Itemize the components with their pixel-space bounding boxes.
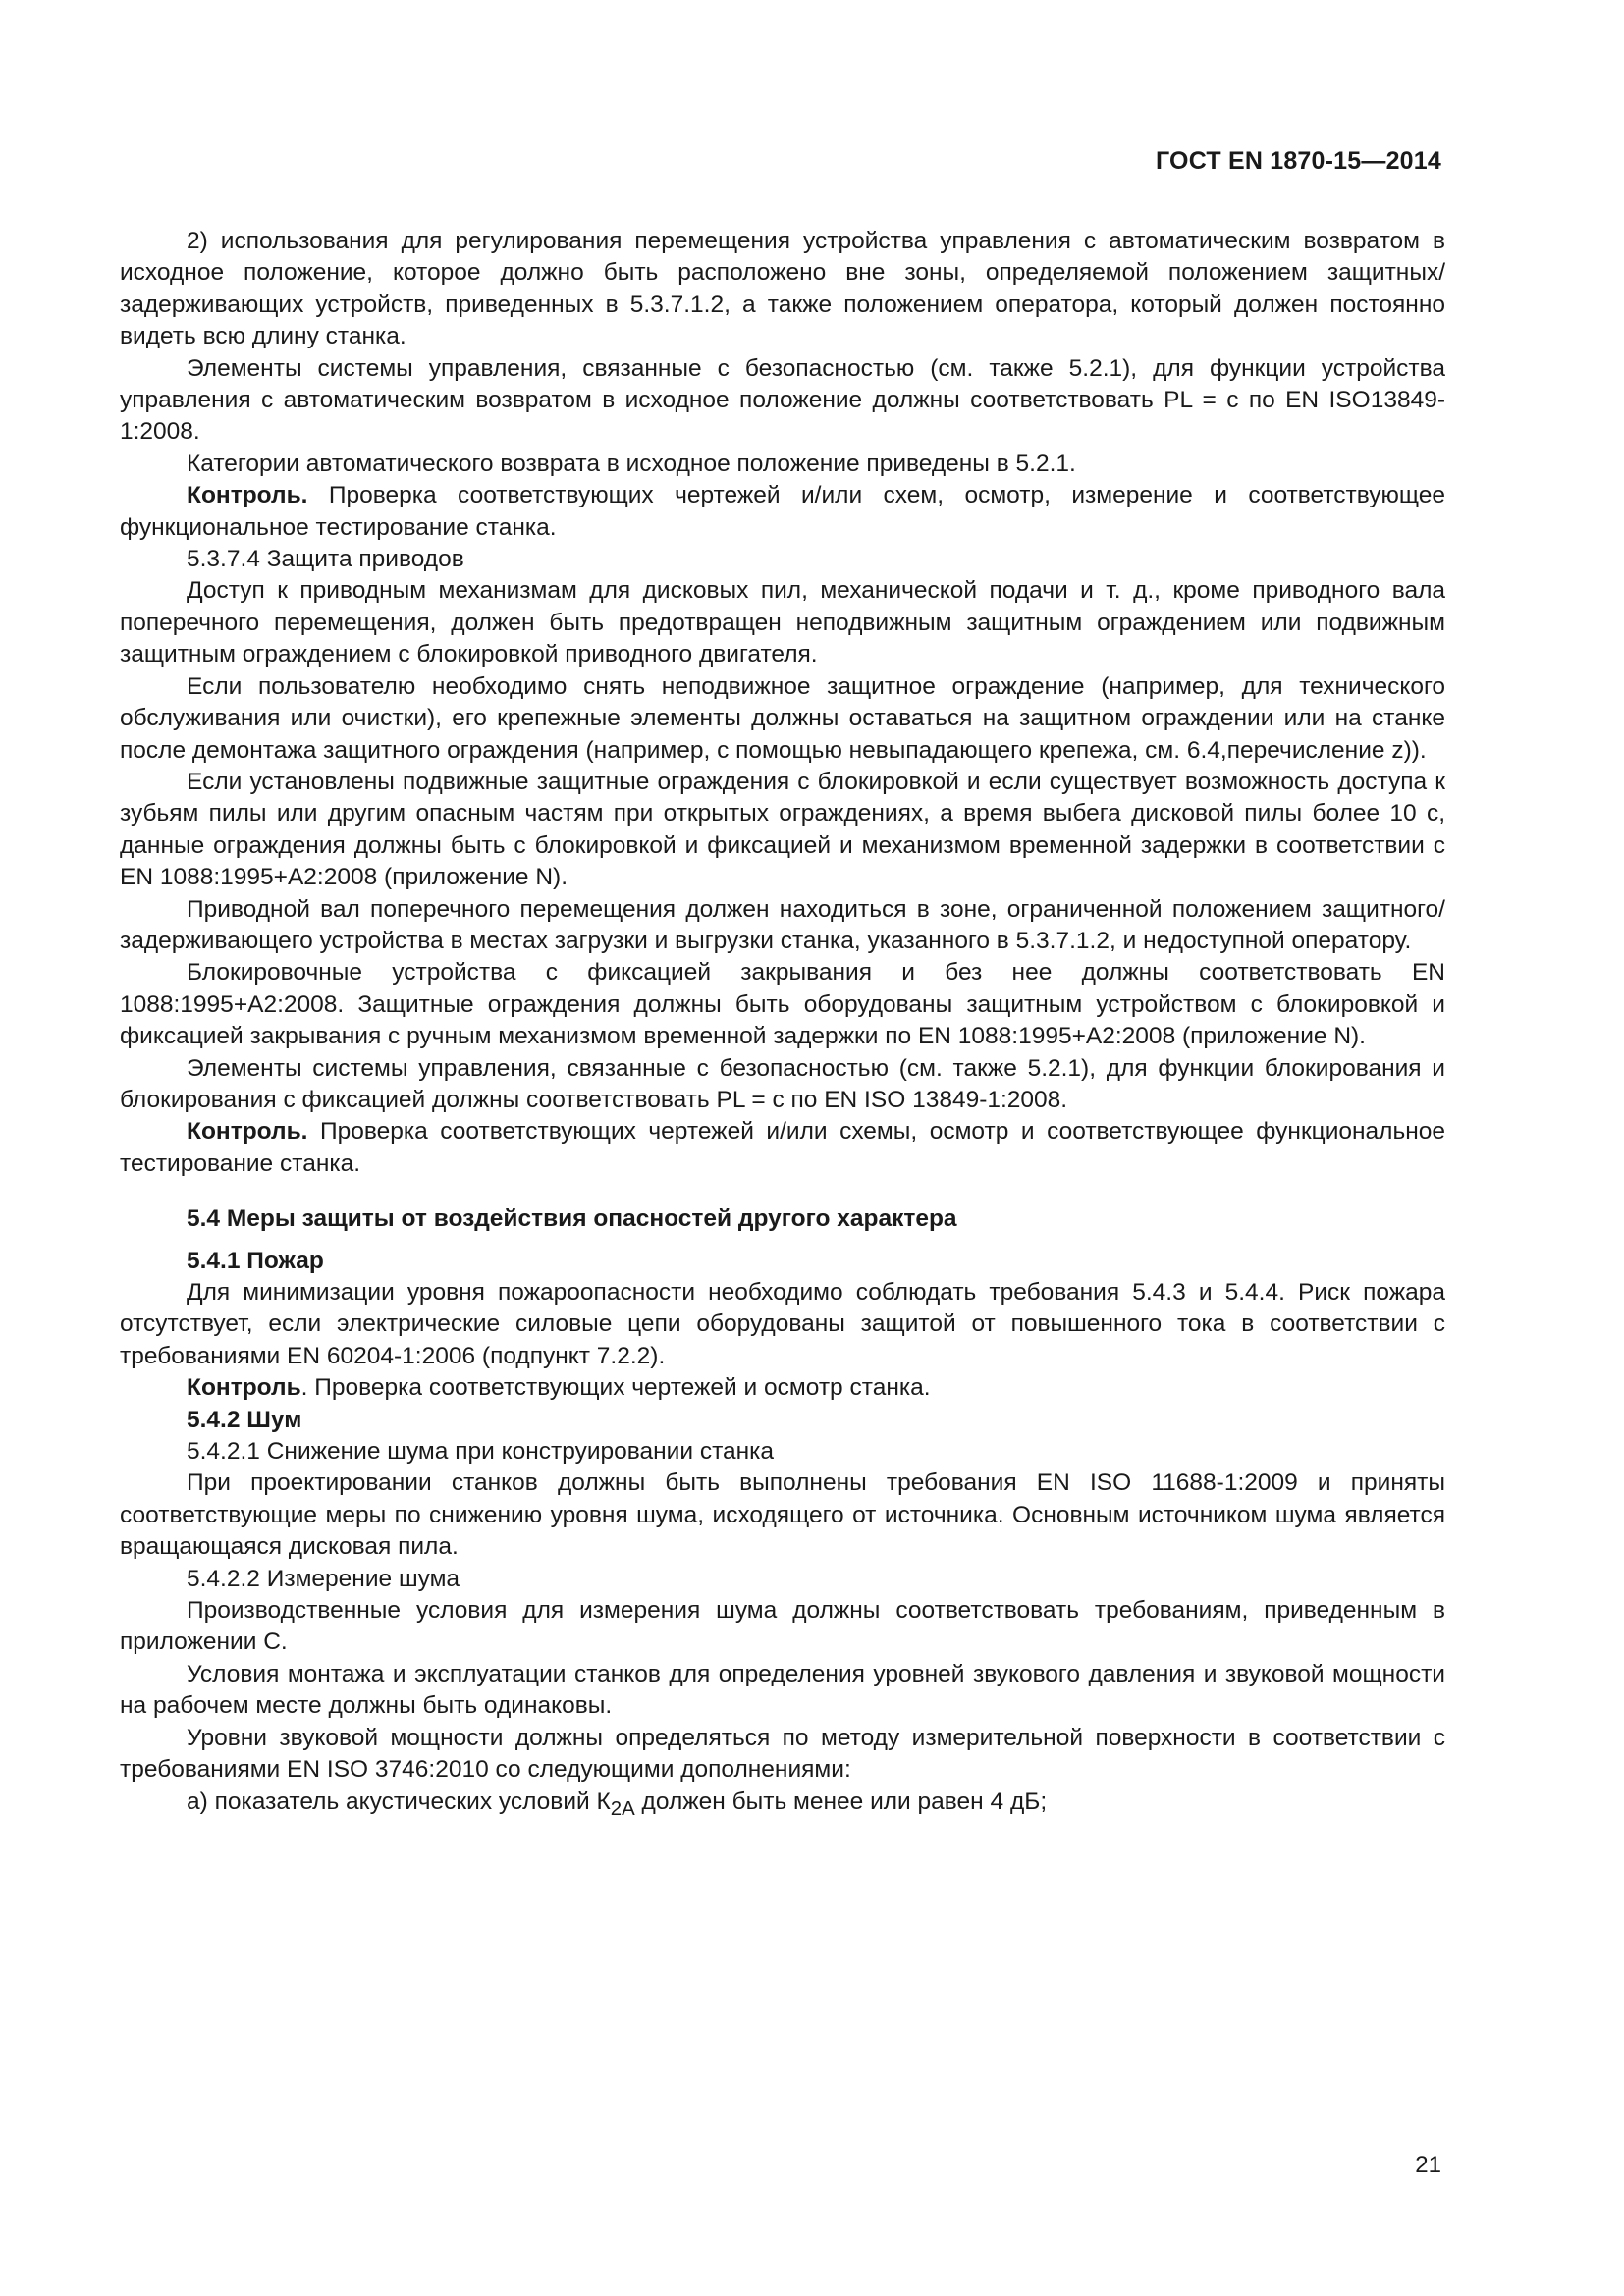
subscript: 2A xyxy=(610,1797,635,1820)
paragraph: Если установлены подвижные защитные ограждения с блокировкой и если существует возможность доступа к зубьям пилы или другим опасным частям при открытых ограждениях, а время выбега дисковой пилы более 10 с, данные ограждения должны быть с блокировкой и фиксацией и механизмом временной задержки в соответствии с EN 1088:1995+A2:2008 (приложение N). xyxy=(120,768,1445,891)
paragraph: Производственные условия для измерения шума должны соответствовать требованиям, приведенным в приложении С. xyxy=(120,1597,1445,1656)
paragraph: Элементы системы управления, связанные с безопасностью (см. также 5.2.1), для функции блокирования и блокирования с фиксацией должны соответствовать PL = с по EN ISO 13849-1:2008. xyxy=(120,1054,1445,1113)
control-text: Проверка соответствующих чертежей и/или схемы, осмотр и соответствующее функциональное тестирование станка. xyxy=(120,1118,1445,1177)
subsection-title: 5.3.7.4 Защита приводов xyxy=(187,546,464,573)
subsection-title: 5.4.2.2 Измерение шума xyxy=(187,1565,460,1592)
control-text: Проверка соответствующих чертежей и/или схем, осмотр, измерение и соответствующее функциональное тестирование станка. xyxy=(120,482,1445,541)
document-header: ГОСТ EN 1870-15—2014 xyxy=(1156,147,1441,175)
paragraph: 2) использования для регулирования перемещения устройства управления с автоматическим возвратом в исходное положение, которое должно быть расположено вне зоны, определяемой положением защитных/задерживающих устройств, приведенных в 5.3.7.1.2, а также положением оператора, который должен постоянно видеть всю длину станка. xyxy=(120,228,1445,350)
document-body xyxy=(120,226,1445,1825)
control-label: Контроль xyxy=(187,1374,301,1402)
section-heading-5-4-1: 5.4.1 Пожар xyxy=(187,1247,324,1274)
subsection-title: 5.4.2.1 Снижение шума при конструировании станка xyxy=(187,1438,775,1466)
list-item xyxy=(120,1787,1445,1825)
paragraph: Условия монтажа и эксплуатации станков для определения уровней звукового давления и звуковой мощности на рабочем месте должны быть одинаковы. xyxy=(120,1660,1445,1720)
paragraph-control xyxy=(120,480,1445,544)
paragraph: Элементы системы управления, связанные с безопасностью (см. также 5.2.1), для функции устройства управления с автоматическим возвратом в исходное положение должны соответствовать PL = с по EN ISO13849-1:2008. xyxy=(120,354,1445,446)
list-item-text: должен быть менее или равен 4 дБ; xyxy=(634,1788,1048,1815)
section-heading-5-4-2: 5.4.2 Шум xyxy=(187,1406,302,1433)
paragraph: Блокировочные устройства с фиксацией закрывания и без нее должны соответствовать EN 1088:1995+A2:2008. Защитные ограждения должны быть оборудованы защитным устройством с блокировкой и фиксацией закрывания с ручным механизмом временной задержки по EN 1088:1995+A2:2008 (приложение N). xyxy=(120,959,1445,1050)
list-item-text: а) показатель акустических условий К xyxy=(187,1788,611,1815)
paragraph: Приводной вал поперечного перемещения должен находиться в зоне, ограниченной положением защитного/задерживающего устройства в местах загрузки и выгрузки станка, указанного в 5.3.7.1.2, и недоступной оператору. xyxy=(120,895,1445,954)
control-text: . Проверка соответствующих чертежей и осмотр станка. xyxy=(300,1374,931,1402)
paragraph: Доступ к приводным механизмам для дисковых пил, механической подачи и т. д., кроме приводного вала поперечного перемещения, должен быть предотвращен неподвижным защитным ограждением или подвижным защитным ограждением с блокировкой приводного двигателя. xyxy=(120,577,1445,668)
section-heading-5-4: 5.4 Меры защиты от воздействия опасностей другого характера xyxy=(187,1205,957,1233)
control-label: Контроль. xyxy=(187,482,308,509)
control-label: Контроль. xyxy=(187,1118,308,1146)
paragraph: Категории автоматического возврата в исходное положение приведены в 5.2.1. xyxy=(187,450,1076,477)
paragraph: Если пользователю необходимо снять неподвижное защитное ограждение (например, для технического обслуживания или очистки), его крепежные элементы должны оставаться на защитном ограждении или на станке после демонтажа защитного ограждения (например, с помощью невыпадающего крепежа, см. 6.4,перечисление z)). xyxy=(120,672,1445,764)
paragraph-control xyxy=(120,1372,1445,1404)
page-number: 21 xyxy=(1415,2152,1441,2178)
paragraph: При проектировании станков должны быть выполнены требования EN ISO 11688-1:2009 и приняты соответствующие меры по снижению уровня шума, исходящего от источника. Основным источником шума является вращающаяся дисковая пила. xyxy=(120,1469,1445,1561)
paragraph: Для минимизации уровня пожароопасности необходимо соблюдать требования 5.4.3 и 5.4.4. Риск пожара отсутствует, если электрические силовые цепи оборудованы защитой от повышенного тока в соответствии с требованиями EN 60204-1:2006 (подпункт 7.2.2). xyxy=(120,1279,1445,1369)
paragraph: Уровни звуковой мощности должны определяться по методу измерительной поверхности в соответствии с требованиями EN ISO 3746:2010 со следующими дополнениями: xyxy=(120,1724,1445,1784)
paragraph-control xyxy=(120,1116,1445,1180)
